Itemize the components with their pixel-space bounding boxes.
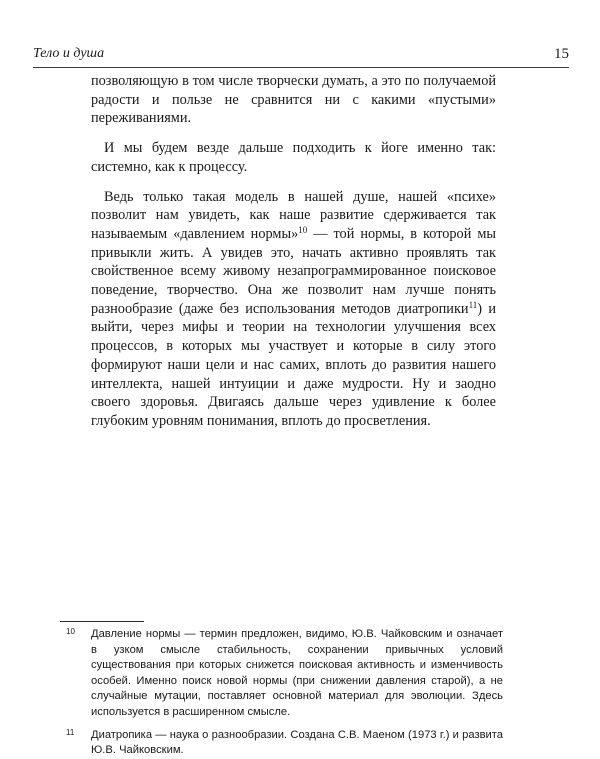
footnote-rule: [60, 621, 144, 622]
paragraph-continuation: позволяющую в том числе творчески думать, а это по получаемой радости и пользе не сравнится ни с какими «пустыми» переживаниями.: [91, 73, 496, 127]
footnote-text: Давление нормы — термин предложен, видимо, Ю.В. Чайковским и означает в узком смысле стабильность, сохранении привычных условий существования при которых снижется поисковая активность и изменчивость особей. Именно поиск новой нормы (при снижении давления старой), а не случайные мутации, поставляет основной материал для эволюции. Здесь используется в расширенном смысле.: [91, 628, 503, 718]
paragraph-text-part: — той нормы, в которой мы привыкли жить. А увидев это, начать активно проявлять так свойственное всему живому незапрограммированное поисковое поведение, творчество. Она же позволит нам лучше понять разнообразие (даже без использования методов диатропики: [91, 225, 496, 317]
header-rule: [33, 67, 569, 68]
footnote-10: [66, 627, 503, 721]
paragraph-model-psyche: [91, 188, 496, 431]
footnote-text: Диатропика — наука о разнообразии. Создана С.В. Маеном (1973 г.) и развита Ю.В. Чайковским.: [91, 728, 503, 757]
paragraph-text-part: ) и выйти, через мифы и теории на технологии улучшения всех процессов, в которых мы участвует и которые в силу этого формируют наши цели и нас самих, вплоть до развития нашего интеллекта, нашей интуиции и даже мудрости. Ну и заодно своего здоровья. Двигаясь дальше через удивление к более глубоким уровням понимания, вплоть до просветления.: [91, 300, 496, 429]
body-text: [91, 72, 496, 431]
footnote-ref-10[interactable]: 10: [298, 224, 308, 235]
paragraph-yoga-approach: И мы будем везде дальше подходить к йоге именно так: системно, как к процессу.: [91, 140, 496, 175]
running-title: Тело и душа: [33, 46, 105, 61]
paragraph-text-part: Ведь только такая модель в нашей душе, нашей «психе» позволит нам увидеть, как наше развитие сдерживается так называемым «давлением нормы»: [91, 188, 496, 242]
footnote-number: 11: [66, 727, 75, 737]
page-number: 15: [554, 46, 569, 62]
footnotes: [66, 627, 503, 759]
footnote-11: [66, 727, 503, 759]
footnote-number: 10: [66, 627, 75, 636]
running-head: [33, 46, 569, 66]
footnote-ref-11[interactable]: 11: [468, 299, 478, 310]
